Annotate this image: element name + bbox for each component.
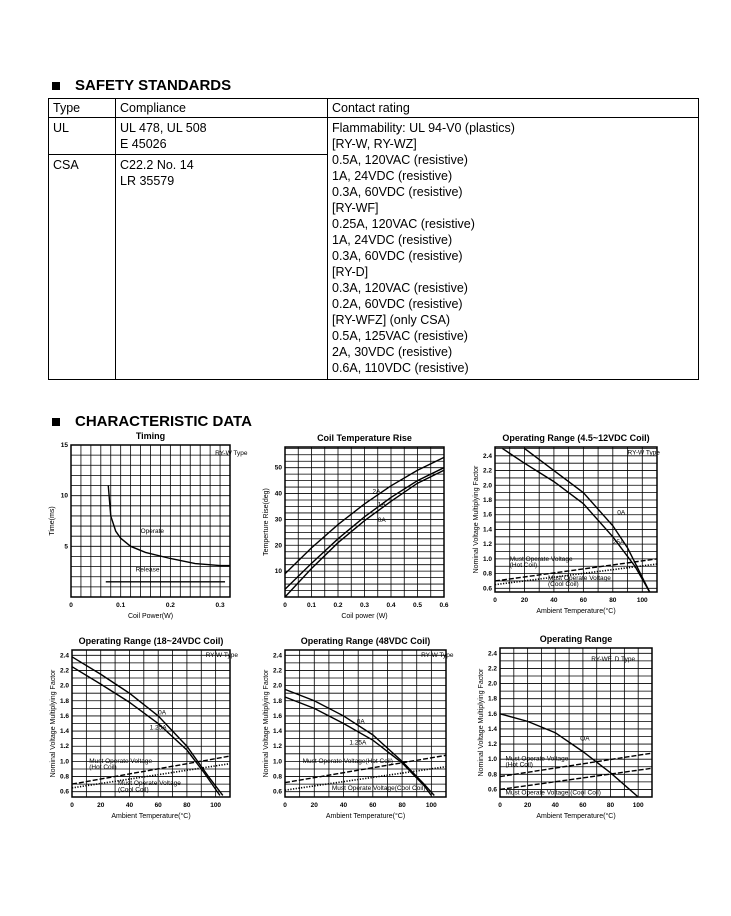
x-tick-label: 0.5 xyxy=(412,602,423,609)
y-tick-label: 50 xyxy=(274,464,282,472)
y-tick-label: 0.6 xyxy=(482,585,492,593)
y-tick-label: 2.4 xyxy=(482,452,492,460)
annotation: RY-W Type xyxy=(421,651,454,659)
annotation: RY-W Type xyxy=(627,449,660,457)
contact-rating-line: 0.3A, 60VDC (resistive) xyxy=(332,185,463,199)
x-tick-label: 0 xyxy=(498,802,502,809)
y-tick-label: 0.8 xyxy=(487,771,497,779)
chart-title: Timing xyxy=(135,431,166,441)
annotation: RY-W Type xyxy=(215,450,248,458)
y-tick-label: 2.2 xyxy=(59,667,69,675)
chart-4 xyxy=(50,636,238,820)
y-tick-label: 1.4 xyxy=(272,728,282,736)
contact-rating-line: 0.5A, 125VAC (resistive) xyxy=(332,329,468,343)
x-axis-label: Ambient Temperature(°C) xyxy=(536,608,616,615)
annotation: 0A xyxy=(377,517,386,524)
series-line-operate xyxy=(108,486,230,566)
y-tick-label: 1.8 xyxy=(487,695,497,703)
x-tick-label: 20 xyxy=(310,802,318,809)
x-tick-label: 100 xyxy=(210,802,222,809)
annotation: 0A xyxy=(158,709,167,717)
column-header: Type xyxy=(49,99,116,118)
annotation: 25A xyxy=(612,539,625,547)
y-tick-label: 0.8 xyxy=(59,773,69,781)
x-tick-label: 0 xyxy=(70,802,74,809)
y-tick-label: 2.4 xyxy=(272,652,282,660)
annotation: RY-W Type xyxy=(205,651,238,659)
y-tick-label: 20 xyxy=(274,542,282,550)
y-tick-label: 0.8 xyxy=(272,773,282,781)
x-tick-label: 0.3 xyxy=(359,602,370,609)
chart-1 xyxy=(49,431,248,620)
x-tick-label: 40 xyxy=(550,597,558,604)
x-tick-label: 40 xyxy=(125,802,134,809)
annotation: 0A xyxy=(617,509,626,517)
compliance-line: E 45026 xyxy=(120,137,167,151)
y-tick-label: 40 xyxy=(274,490,282,498)
chart-5 xyxy=(263,636,454,820)
y-tick-label: 1.4 xyxy=(487,725,497,733)
y-tick-label: 15 xyxy=(60,442,68,449)
chart-6 xyxy=(478,634,652,820)
x-tick-label: 0.2 xyxy=(165,602,175,609)
contact-rating-line: 2A, 30VDC (resistive) xyxy=(332,345,453,359)
chart-title: Operating Range (18~24VDC Coil) xyxy=(78,636,224,646)
x-tick-label: 0.2 xyxy=(333,602,343,609)
x-tick-label: 0 xyxy=(283,602,287,609)
compliance-line: C22.2 No. 14 xyxy=(120,158,194,172)
contact-rating-line: [RY-WFZ] (only CSA) xyxy=(332,313,451,327)
chart-3 xyxy=(473,433,660,615)
y-axis-label: Temperture Rise(deg) xyxy=(263,488,270,556)
annotation: (Cool Coil) xyxy=(117,786,149,794)
x-tick-label: 0.3 xyxy=(215,602,225,609)
contact-rating-line: [RY-W, RY-WZ] xyxy=(332,137,417,151)
x-tick-label: 60 xyxy=(154,802,162,809)
y-tick-label: 2.2 xyxy=(487,665,497,673)
y-tick-label: 0.6 xyxy=(272,788,282,796)
contact-rating-line: [RY-WF] xyxy=(332,201,379,215)
x-tick-label: 0 xyxy=(283,802,287,809)
contact-rating-line: 0.3A, 120VAC (resistive) xyxy=(332,281,468,295)
annotation: RY-WF, D Type xyxy=(591,655,636,663)
x-tick-label: 0.6 xyxy=(439,602,449,609)
annotation: Must Operate Voltage xyxy=(548,575,611,583)
y-tick-label: 1.8 xyxy=(482,496,492,504)
compliance-line: LR 35579 xyxy=(120,174,175,188)
y-tick-label: 10 xyxy=(274,568,282,576)
x-tick-label: 100 xyxy=(425,802,437,809)
x-tick-label: 0.1 xyxy=(116,602,126,609)
y-tick-label: 1.0 xyxy=(59,758,69,766)
x-tick-label: 100 xyxy=(632,802,644,809)
contact-rating-line: 0.5A, 120VAC (resistive) xyxy=(332,153,468,167)
y-tick-label: 1.0 xyxy=(482,555,492,563)
x-tick-label: 100 xyxy=(636,597,648,604)
y-tick-label: 2.0 xyxy=(487,680,497,688)
y-tick-label: 2.0 xyxy=(482,482,492,490)
annotation: 0A xyxy=(356,718,365,726)
y-tick-label: 0.6 xyxy=(487,786,497,794)
y-tick-label: 1.2 xyxy=(272,743,282,751)
y-tick-label: 1.0 xyxy=(272,758,282,766)
contact-rating-line: 0.25A, 120VAC (resistive) xyxy=(332,217,475,231)
chart-title: Operating Range (4.5~12VDC Coil) xyxy=(502,433,650,443)
heading-text: SAFETY STANDARDS xyxy=(75,77,232,94)
contact-rating-line: 0.6A, 110VDC (resistive) xyxy=(332,361,469,375)
y-tick-label: 1.4 xyxy=(482,526,492,534)
x-tick-label: 20 xyxy=(97,802,105,809)
y-tick-label: 1.8 xyxy=(272,697,282,705)
series-line-0a xyxy=(524,448,649,592)
y-tick-label: 1.2 xyxy=(59,743,69,751)
x-tick-label: 0 xyxy=(69,602,73,609)
x-axis-label: Ambient Temperature(°C) xyxy=(536,813,616,820)
column-header: Contact rating xyxy=(328,99,699,118)
annotation: OA xyxy=(580,735,590,743)
annotation: Must Operate Voltage xyxy=(505,755,569,763)
contact-rating-line: Flammability: UL 94-V0 (plastics) xyxy=(332,121,515,135)
y-tick-label: 2.4 xyxy=(487,650,497,658)
y-tick-label: 1.6 xyxy=(487,710,497,718)
contact-rating-line: 1A, 24VDC (resistive) xyxy=(332,233,453,247)
y-axis-label: Nominal Voltage Multiplying Factor xyxy=(478,668,485,777)
x-axis-label: Coil Power(W) xyxy=(127,613,174,620)
annotation: Must Operate Voltage xyxy=(89,757,153,765)
annotation: (Hot Coil) xyxy=(89,763,117,771)
x-tick-label: 40 xyxy=(551,802,559,809)
y-tick-label: 1.2 xyxy=(482,541,492,549)
x-axis-label: Ambient Temperature(°C) xyxy=(325,813,406,820)
annotation: Must Operate Voltage (Cool Coil) xyxy=(505,789,601,797)
type-cell: UL xyxy=(49,118,116,155)
contact-rating-line: 1A, 24VDC (resistive) xyxy=(332,169,453,183)
x-tick-label: 0 xyxy=(493,597,497,604)
x-tick-label: 80 xyxy=(609,597,617,604)
x-tick-label: 20 xyxy=(520,597,529,604)
x-axis-label: Ambient Temperature(°C) xyxy=(111,813,191,820)
x-tick-label: 80 xyxy=(606,802,615,809)
chart-2 xyxy=(263,433,449,620)
x-tick-label: 40 xyxy=(339,802,348,809)
annotation: (Hot Coil) xyxy=(505,761,533,769)
annotation: (Hot Coil) xyxy=(509,561,538,569)
y-tick-label: 1.0 xyxy=(487,756,497,764)
y-axis-label: Nominal Voltage Multiplying Factor xyxy=(263,669,270,778)
x-tick-label: 20 xyxy=(524,802,532,809)
x-tick-label: 60 xyxy=(579,802,587,809)
column-header: Compliance xyxy=(116,99,328,118)
type-cell: CSA xyxy=(49,155,116,380)
x-axis-label: Coil power (W) xyxy=(341,613,388,620)
x-tick-label: 60 xyxy=(369,802,377,809)
chart-title: Coil Temperature Rise xyxy=(317,433,412,443)
y-tick-label: 2.4 xyxy=(59,652,69,660)
annotation: Must Operate Voltage xyxy=(117,779,181,787)
y-tick-label: 2.2 xyxy=(272,667,282,675)
y-tick-label: 5 xyxy=(64,543,68,551)
y-tick-label: 2.2 xyxy=(482,467,492,475)
y-axis-label: Nominal Voltage Multiplying Factor xyxy=(50,669,57,778)
annotation: 1A xyxy=(377,501,386,509)
chart-title: Operating Range xyxy=(539,634,613,644)
y-tick-label: 2.0 xyxy=(59,682,69,690)
x-tick-label: 60 xyxy=(579,597,587,604)
annotation: 1.25A xyxy=(149,724,167,732)
x-tick-label: 0.1 xyxy=(306,602,317,609)
annotation: (Cool Coil) xyxy=(548,581,579,589)
y-tick-label: 1.4 xyxy=(59,728,69,736)
series-line-0a xyxy=(72,657,223,796)
annotation: Must Operate Voltage(Hot Coil) xyxy=(302,757,393,765)
y-tick-label: 1.8 xyxy=(59,697,69,705)
annotation: Operate xyxy=(140,528,165,536)
y-tick-label: 1.6 xyxy=(272,712,282,720)
y-axis-label: Time(ms) xyxy=(49,506,56,536)
x-tick-label: 0.4 xyxy=(386,602,396,609)
compliance-line: UL 478, UL 508 xyxy=(120,121,207,135)
y-tick-label: 0.8 xyxy=(482,570,492,578)
y-tick-label: 1.6 xyxy=(59,712,69,720)
y-axis-label: Nominal Voltage Multiplying Factor xyxy=(473,465,480,574)
y-tick-label: 10 xyxy=(60,492,68,500)
x-tick-label: 80 xyxy=(398,802,406,809)
chart-title: Operating Range (48VDC Coil) xyxy=(300,636,431,646)
contact-rating-line: 0.2A, 60VDC (resistive) xyxy=(332,297,463,311)
annotation: Must Operate Voltage xyxy=(509,556,573,564)
annotation: Release xyxy=(135,566,160,574)
y-tick-label: 1.6 xyxy=(482,511,492,519)
y-tick-label: 2.0 xyxy=(272,682,282,690)
annotation: 1.25A xyxy=(349,739,367,747)
x-tick-label: 80 xyxy=(183,802,191,809)
heading-text: CHARACTERISTIC DATA xyxy=(75,413,252,430)
y-tick-label: 30 xyxy=(274,516,282,524)
annotation: 2A xyxy=(372,488,381,496)
y-tick-label: 1.2 xyxy=(487,741,497,749)
annotation: Must Operate Voltage(Cool Coil) xyxy=(331,785,426,793)
y-tick-label: 0.6 xyxy=(59,788,69,796)
contact-rating-line: 0.3A, 60VDC (resistive) xyxy=(332,249,463,263)
series-line-must-operate-voltage-cool-coil- xyxy=(500,768,652,789)
contact-rating-line: [RY-D] xyxy=(332,265,369,279)
